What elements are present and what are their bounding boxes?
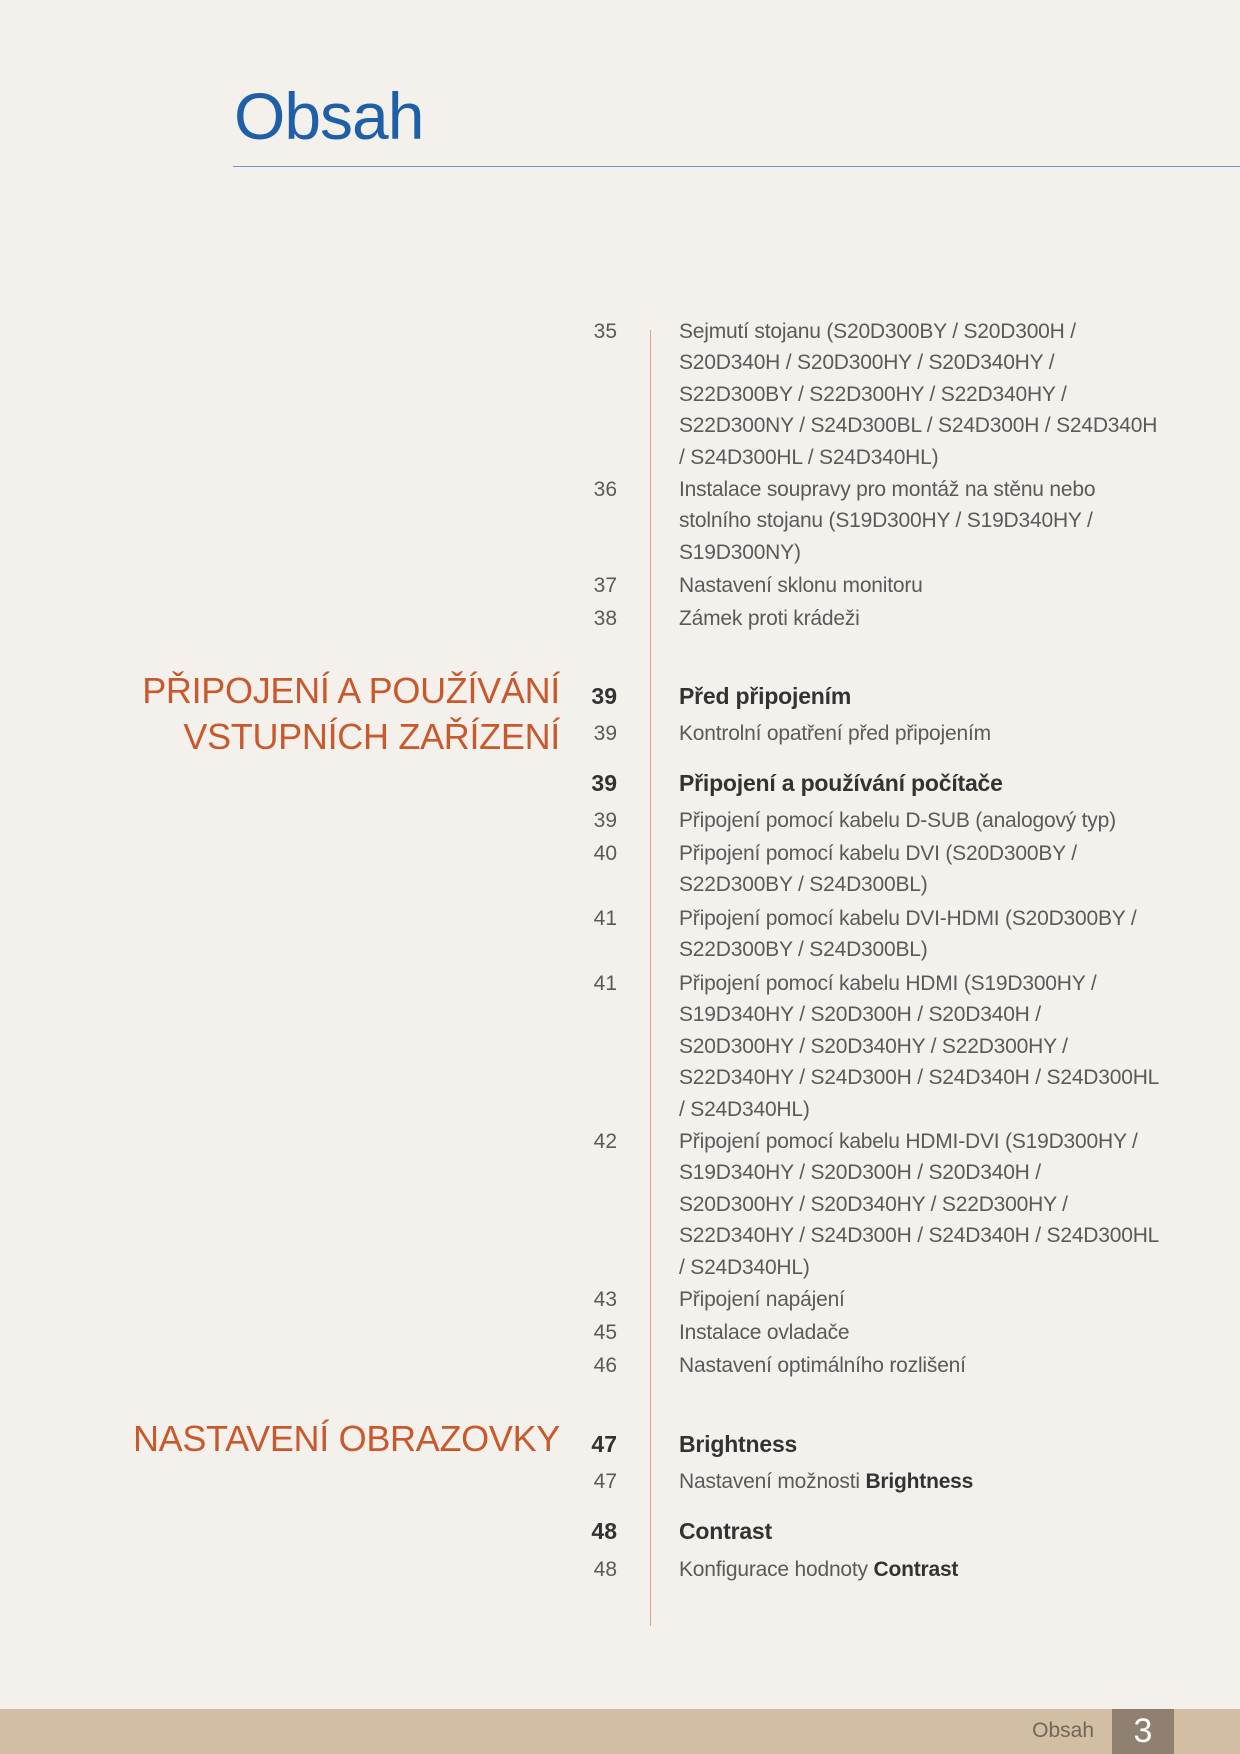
section-heading-line: VSTUPNÍCH ZAŘÍZENÍ: [183, 716, 560, 757]
toc-page-number: 39: [593, 809, 617, 832]
toc-entry-text: [679, 1554, 1159, 1585]
toc-page-number: 38: [593, 607, 617, 630]
toc-page-number: 41: [593, 907, 617, 930]
toc-entry-text: Brightness: [679, 1431, 798, 1457]
toc-page-number: 46: [593, 1354, 617, 1377]
toc-page-number: 43: [593, 1288, 617, 1311]
toc-page-number: 47: [591, 1431, 617, 1457]
toc-page-number: 42: [593, 1130, 617, 1153]
toc-entry-text: Připojení pomocí kabelu HDMI (S19D300HY / S19D340HY / S20D300H / S20D340H / S20D300HY / S20D340HY / S22D300HY / S22D340HY / S24D300H / S24D340H / S24D300HL / S24D340HL): [679, 972, 1159, 1121]
toc-page-number: 41: [593, 972, 617, 995]
toc-page-number: 48: [593, 1558, 617, 1581]
toc-entry-text: [679, 1466, 1159, 1497]
section-heading-display: [133, 1416, 560, 1462]
toc-page-number: 39: [591, 770, 617, 796]
toc-page-number: 35: [593, 320, 617, 343]
section-heading-connection: [142, 668, 560, 760]
toc-entry-text: Připojení pomocí kabelu DVI-HDMI (S20D300BY / S22D300BY / S24D300BL): [679, 907, 1137, 962]
toc-page-number: 37: [593, 574, 617, 597]
toc-page-number: 39: [591, 683, 617, 709]
toc-entry-text: Contrast: [679, 1518, 772, 1544]
toc-entry-text-prefix: Konfigurace hodnoty: [679, 1558, 874, 1581]
toc-page-number: 47: [593, 1470, 617, 1493]
toc-entry-text: Nastavení optimálního rozlišení: [679, 1354, 966, 1377]
section-heading-line: PŘIPOJENÍ A POUŽÍVÁNÍ: [142, 670, 560, 711]
toc-page-number: 40: [593, 842, 617, 865]
toc-page-number: 48: [591, 1518, 617, 1544]
toc-page-number: 36: [593, 478, 617, 501]
toc-divider-line: [650, 330, 651, 1626]
toc-entry-text: Před připojením: [679, 683, 852, 709]
title-divider: [233, 166, 1240, 167]
toc-entry-text: Zámek proti krádeži: [679, 607, 860, 630]
toc-entry-text: Kontrolní opatření před připojením: [679, 722, 991, 745]
toc-page-number: 45: [593, 1321, 617, 1344]
toc-entry-text-bold: Brightness: [865, 1470, 974, 1493]
section-heading-line: NASTAVENÍ OBRAZOVKY: [132, 1418, 560, 1459]
toc-entry-text: Připojení napájení: [679, 1288, 845, 1311]
toc-entry-text: Připojení a používání počítače: [679, 770, 1003, 796]
toc-entry-text: Připojení pomocí kabelu HDMI-DVI (S19D300HY / S19D340HY / S20D300H / S20D340H / S20D300HY / S20D340HY / S22D300HY / S22D340HY / S24D300H / S24D340H / S24D300HL / S24D340HL): [679, 1130, 1159, 1279]
page-footer: [0, 1709, 1240, 1754]
toc-page-number: 39: [593, 722, 617, 745]
toc-entry-text-prefix: Nastavení možnosti: [679, 1470, 866, 1493]
toc-entry-text: Instalace soupravy pro montáž na stěnu nebo stolního stojanu (S19D300HY / S19D340HY / S19D300NY): [679, 478, 1096, 564]
page-title: Obsah: [234, 79, 424, 153]
footer-page-number: 3: [1112, 1709, 1174, 1754]
toc-entry-text: Nastavení sklonu monitoru: [679, 574, 923, 597]
toc-entry-text: Instalace ovladače: [679, 1321, 850, 1344]
toc-entry-text: Připojení pomocí kabelu D-SUB (analogový typ): [679, 809, 1116, 832]
toc-entry-text: Připojení pomocí kabelu DVI (S20D300BY / S22D300BY / S24D300BL): [679, 842, 1077, 897]
toc-entry-text-bold: Contrast: [873, 1558, 959, 1581]
footer-label: Obsah: [1032, 1719, 1094, 1742]
toc-entry-text: Sejmutí stojanu (S20D300BY / S20D300H / S20D340H / S20D300HY / S20D340HY / S22D300BY / S22D300HY / S22D340HY / S22D300NY / S24D300BL / S24D300H / S24D340H / S24D300HL / S24D340HL): [679, 320, 1158, 469]
